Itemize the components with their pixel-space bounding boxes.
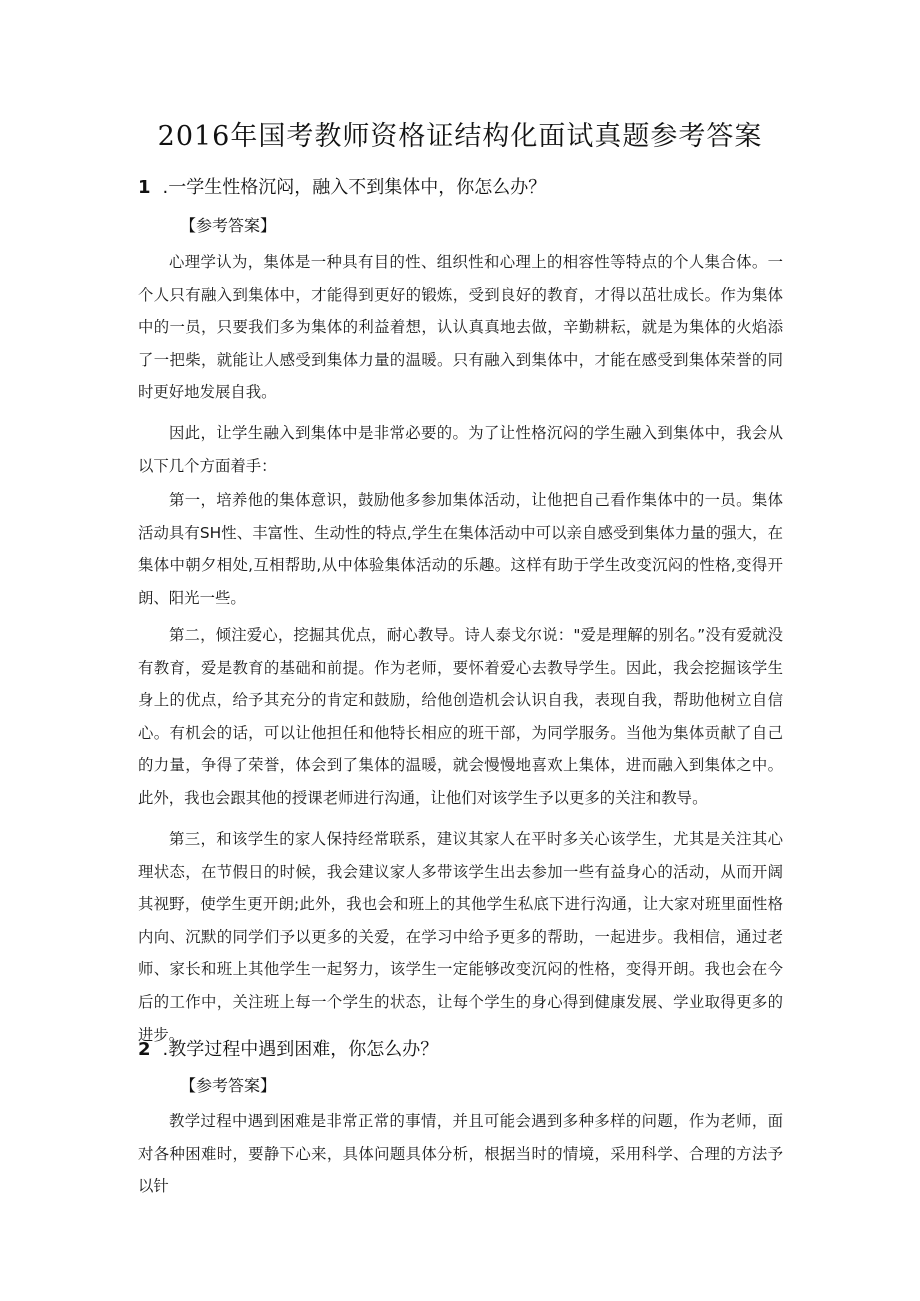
answer-paragraph: 心理学认为，集体是一种具有目的性、组织性和心理上的相容性等特点的个人集合体。一个人只有融入到集体中，才能得到更好的锻炼，受到良好的教育，才得以茁壮成长。作为集体中的一员，只要我们多为集体的利益着想，认认真真地去做，辛勤耕耘，就是为集体的火焰添了一把柴，就能让人感受到集体力量的温暖。只有融入到集体中，才能在感受到集体荣誉的同时更好地发展自我。 <box>138 253 783 402</box>
answer-paragraph: 第二，倾注爱心，挖掘其优点，耐心教导。诗人泰戈尔说："爱是理解的别名。”没有爱就没有教育，爱是教育的基础和前提。作为老师，要怀着爱心去教导学生。因此，我会挖掘该学生身上的优点，给予其充分的肯定和鼓励，给他创造机会认识自我，表现自我，帮助他树立自信心。有机会的话，可以让他担任和他特长相应的班干部，为同学服务。当他为集体贡献了自己的力量，争得了荣誉，体会到了集体的温暖，就会慢慢地喜欢上集体，进而融入到集体之中。此外，我也会跟其他的授课老师进行沟通，让他们对该学生予以更多的关注和教导。 <box>138 626 783 807</box>
question-number: 2 <box>138 1039 151 1060</box>
answer-paragraph: 教学过程中遇到困难是非常正常的事情，并且可能会遇到多种多样的问题，作为老师，面对各种困难时，要静下心来，具体问题具体分析，根据当时的情境，采用科学、合理的方法予以针 <box>138 1112 783 1196</box>
question-text: .教学过程中遇到困难，你怎么办？ <box>162 1039 439 1060</box>
answer-paragraph: 第三，和该学生的家人保持经常联系，建议其家人在平时多关心该学生，尤其是关注其心理状态，在节假日的时候，我会建议家人多带该学生出去参加一些有益身心的活动，从而开阔其视野，使学生更开朗;此外，我也会和班上的其他学生私底下进行沟通，让大家对班里面性格内向、沉默的同学们予以更多的关爱，在学习中给予更多的帮助，一起进步。我相信，通过老师、家长和班上其他学生一起努力，该学生一定能够改变沉闷的性格，变得开朗。我也会在今后的工作中，关注班上每一个学生的状态，让每个学生的身心得到健康发展、学业取得更多的进步。 <box>138 830 783 1044</box>
answer-paragraph: 因此，让学生融入到集体中是非常必要的。为了让性格沉闷的学生融入到集体中，我会从以下几个方面着手： <box>138 424 783 475</box>
question-text: .一学生性格沉闷，融入不到集体中，你怎么办？ <box>162 177 547 198</box>
question-number: 1 <box>138 177 151 198</box>
document-title: 2016年国考教师资格证结构化面试真题参考答案 <box>157 121 763 152</box>
answer-label: 【参考答案】 <box>180 216 277 235</box>
answer-label: 【参考答案】 <box>180 1076 277 1095</box>
question-2-heading <box>138 1035 438 1065</box>
answer-paragraph: 第一，培养他的集体意识，鼓励他多参加集体活动，让他把自己看作集体中的一员。集体活动具有SH性、丰富性、生动性的特点,学生在集体活动中可以亲自感受到集体力量的强大，在集体中朝夕相处,互相帮助,从中体验集体活动的乐趣。这样有助于学生改变沉闷的性格,变得开朗、阳光一些。 <box>138 491 783 607</box>
question-1-heading <box>138 173 546 203</box>
